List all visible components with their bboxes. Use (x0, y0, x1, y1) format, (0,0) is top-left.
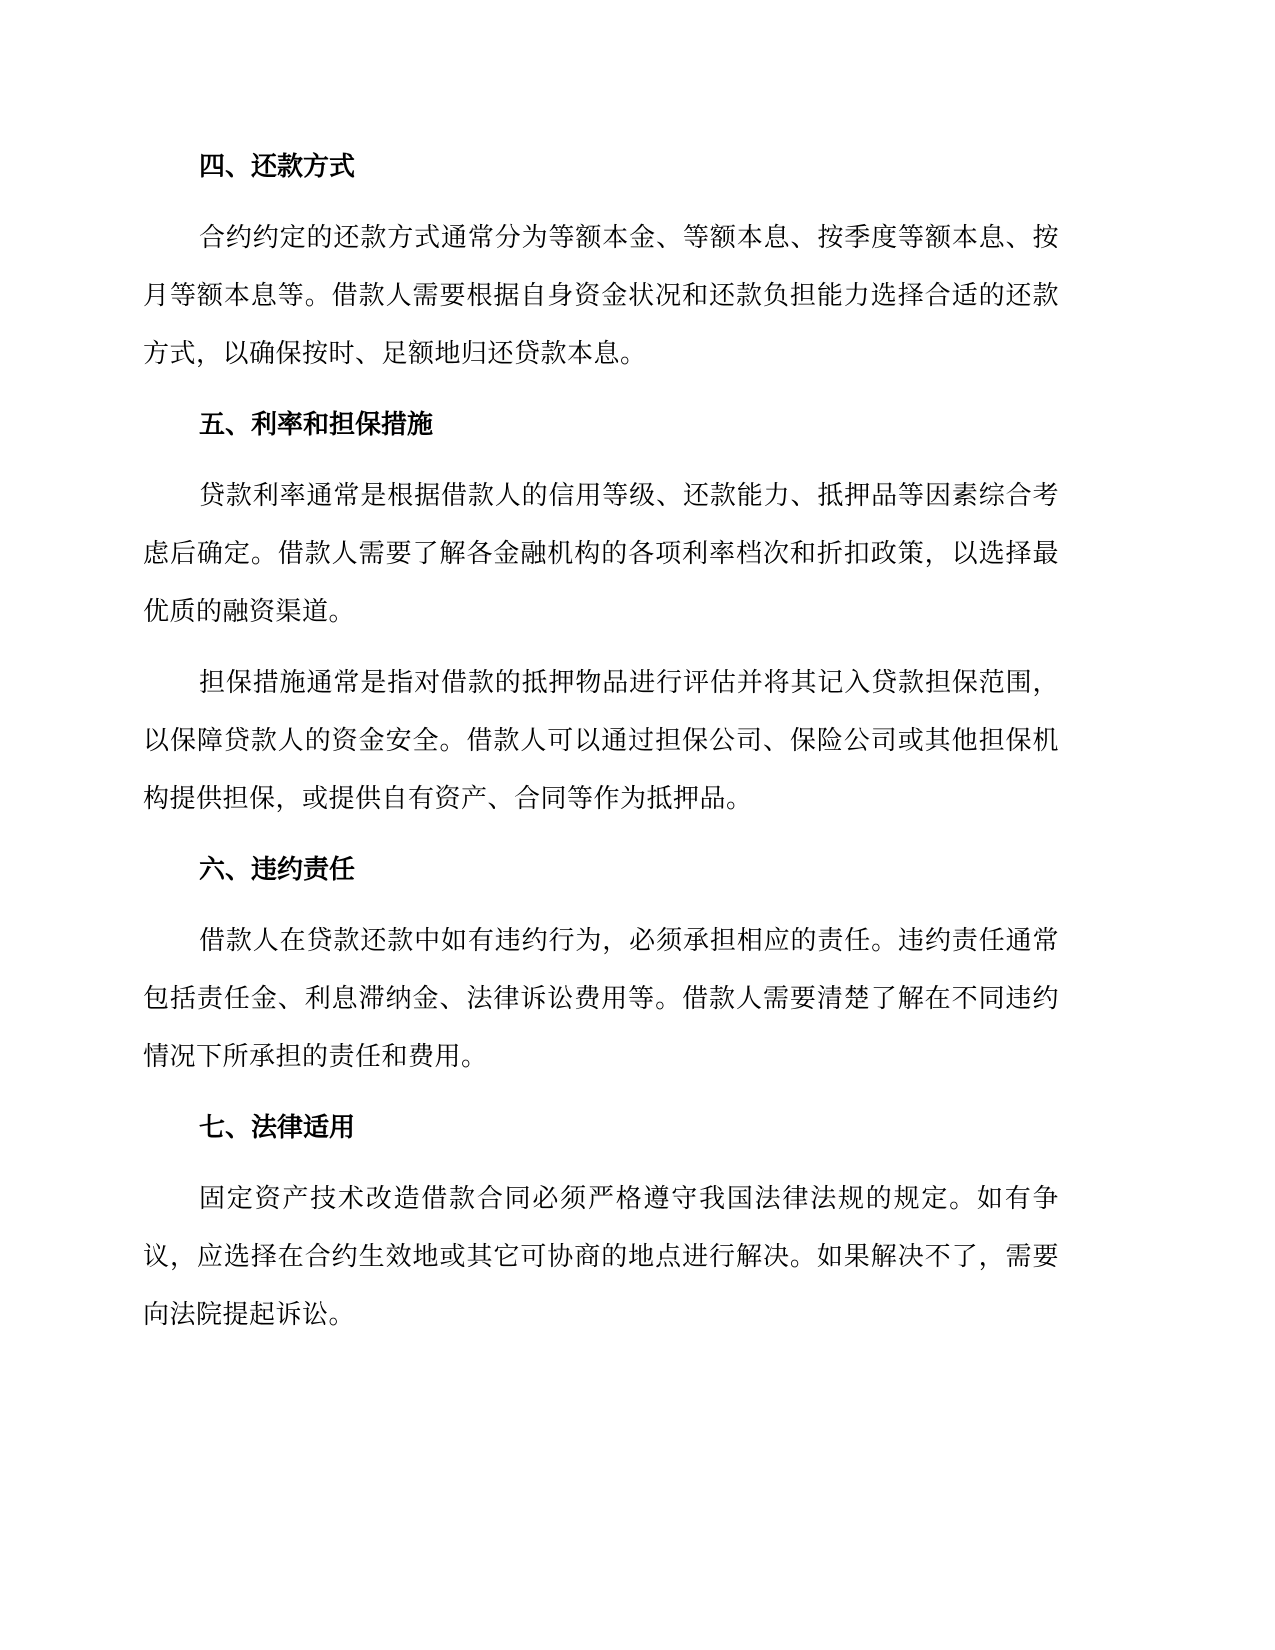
section-paragraph: 贷款利率通常是根据借款人的信用等级、还款能力、抵押品等因素综合考虑后确定。借款人需要了解各金融机构的各项利率档次和折扣政策，以选择最优质的融资渠道。 (143, 481, 1059, 627)
document-page (143, 138, 1059, 1357)
section-paragraph: 担保措施通常是指对借款的抵押物品进行评估并将其记入贷款担保范围，以保障贷款人的资金安全。借款人可以通过担保公司、保险公司或其他担保机构提供担保，或提供自有资产、合同等作为抵押品。 (143, 668, 1059, 814)
section-interest-guarantee (143, 396, 1059, 828)
section-paragraph: 合约约定的还款方式通常分为等额本金、等额本息、按季度等额本息、按月等额本息等。借款人需要根据自身资金状况和还款负担能力选择合适的还款方式，以确保按时、足额地归还贷款本息。 (143, 223, 1059, 369)
section-paragraph: 固定资产技术改造借款合同必须严格遵守我国法律法规的规定。如有争议，应选择在合约生效地或其它可协商的地点进行解决。如果解决不了，需要向法院提起诉讼。 (143, 1184, 1059, 1330)
section-paragraph: 借款人在贷款还款中如有违约行为，必须承担相应的责任。违约责任通常包括责任金、利息滞纳金、法律诉讼费用等。借款人需要清楚了解在不同违约情况下所承担的责任和费用。 (143, 926, 1059, 1072)
section-applicable-law (143, 1099, 1059, 1344)
section-heading: 五、利率和担保措施 (199, 410, 434, 440)
section-heading: 七、法律适用 (199, 1113, 356, 1143)
section-repayment (143, 138, 1059, 383)
section-heading: 四、还款方式 (199, 152, 356, 182)
section-heading: 六、违约责任 (199, 855, 356, 885)
section-default-liability (143, 841, 1059, 1086)
